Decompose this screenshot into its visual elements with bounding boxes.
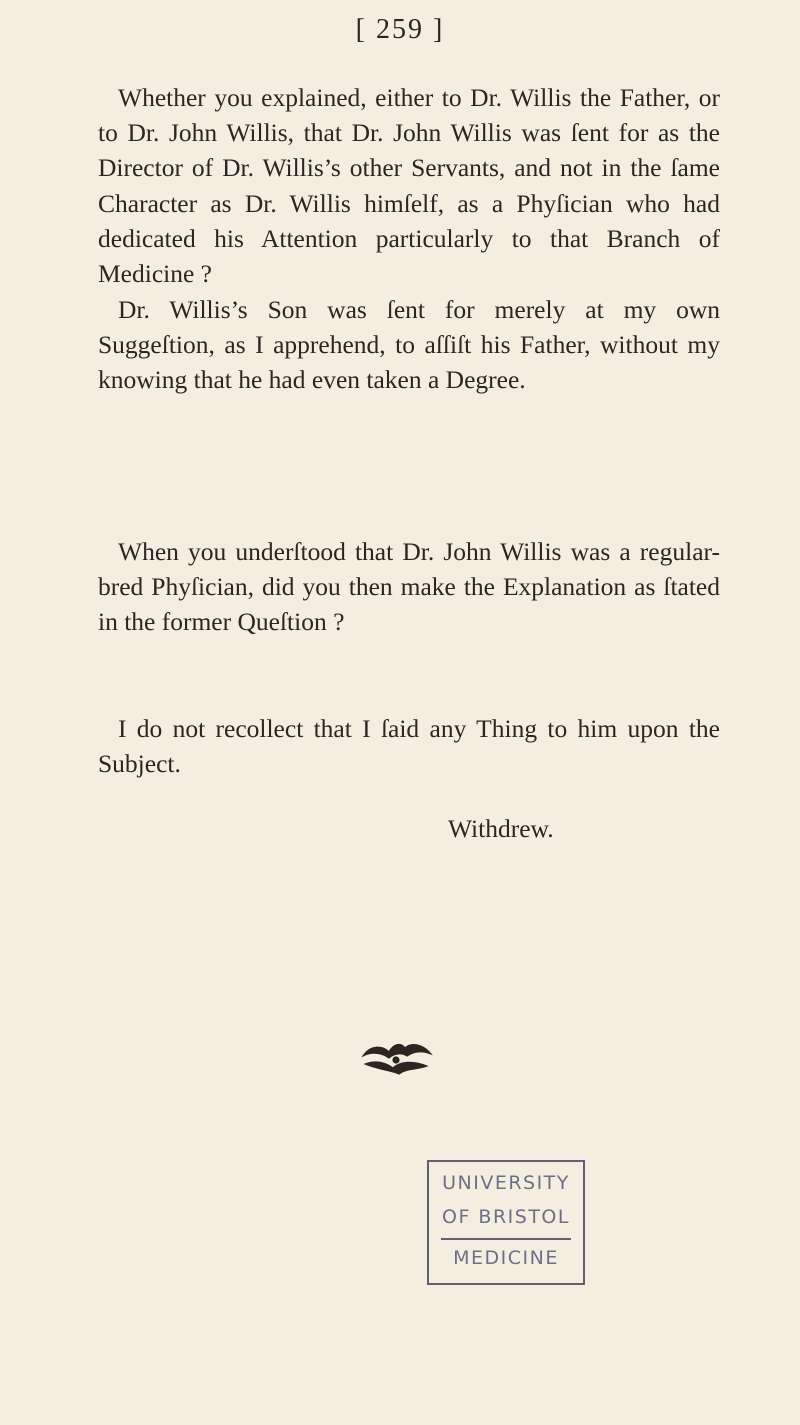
withdrew-note: Withdrew. <box>448 814 554 843</box>
answer-paragraph-1: Dr. Willis’s Son was ſent for merely at my own Suggeſtion, as I apprehend, to aſſiſt his Father, without my knowing that he had even taken a Degree. <box>98 295 720 395</box>
question-paragraph-2: When you underſtood that Dr. John Willis was a regular-bred Phyſician, did you then make the Explanation as ſtated in the former Queſtion ? <box>98 537 720 637</box>
page-number: [ 259 ] <box>355 14 445 45</box>
question-paragraph-1: Whether you explained, either to Dr. Willis the Father, or to Dr. John Willis, that Dr. John Willis was ſent for as the Director of Dr. Willis’s other Servants, and not in the ſame Character as Dr. Willis himſelf, as a Phyſician who had dedicated his Attention particularly to that Branch of Medicine ? <box>98 83 720 289</box>
answer-paragraph-2: I do not recollect that I ſaid any Thing to him upon the Subject. <box>98 714 720 779</box>
floral-ornament-icon <box>355 1038 437 1082</box>
stamp-line-university: UNIVERSITY <box>442 1172 570 1194</box>
stamp-divider <box>441 1238 571 1240</box>
library-stamp <box>427 1160 585 1285</box>
stamp-line-bristol: OF BRISTOL <box>442 1206 570 1228</box>
stamp-line-medicine: MEDICINE <box>453 1247 559 1269</box>
